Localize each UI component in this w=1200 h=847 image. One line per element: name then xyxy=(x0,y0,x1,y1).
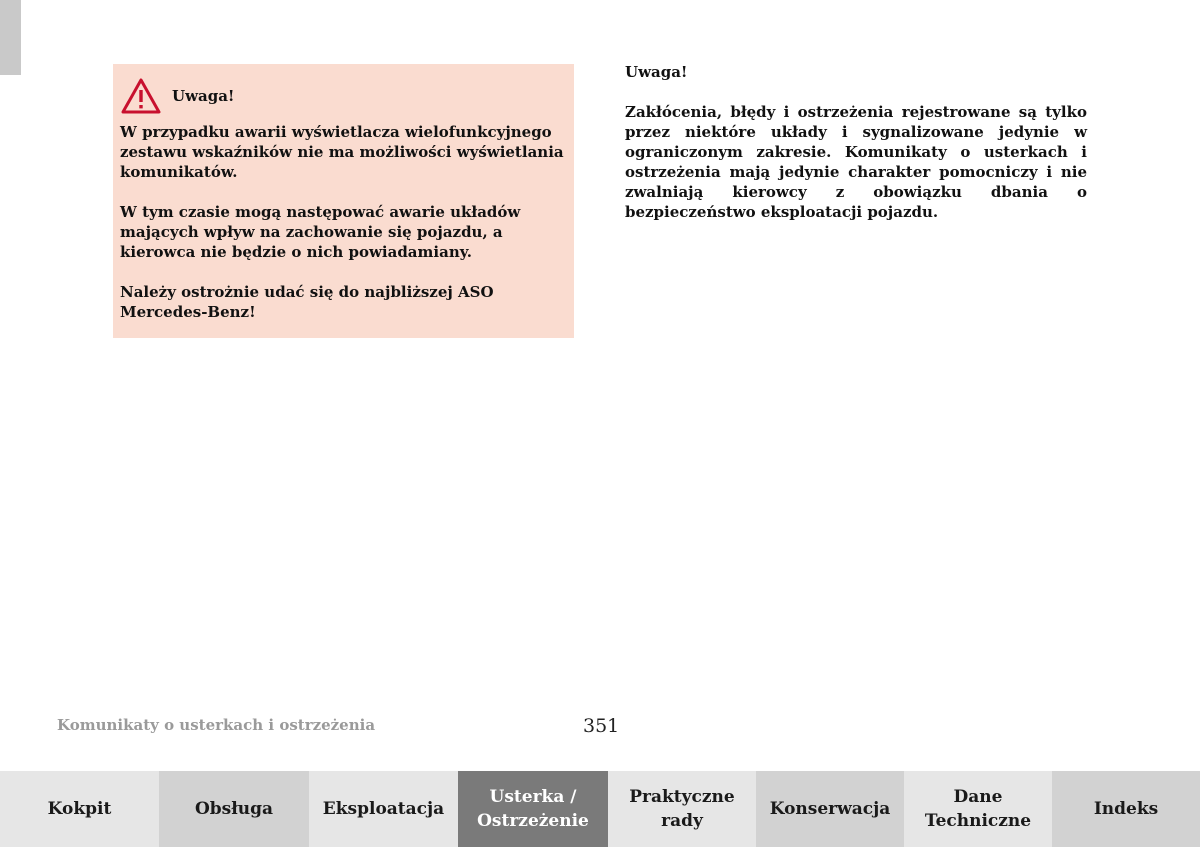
tab-kokpit[interactable] xyxy=(0,771,159,847)
note-paragraph: Zakłócenia, błędy i ostrzeżenia rejestrowane są tylko przez niektóre układy i sygnalizowane jedynie w ograniczonym zakresie. Komunikaty o usterkach i ostrzeżenia mają jedynie charakter pomocniczy i nie zwalniają kierowcy z obowiązku dbania o bezpieczeństwo eksploatacji pojazdu. xyxy=(625,103,1087,221)
tab-label: Indeks xyxy=(1093,799,1159,819)
tab-obsluga[interactable] xyxy=(159,771,309,847)
tab-label: Praktyczne rady xyxy=(629,787,735,831)
warning-paragraph: W przypadku awarii wyświetlacza wielofunkcyjnego zestawu wskaźników nie ma możliwości wyświetlania komunikatów. xyxy=(120,123,564,181)
section-title: Komunikaty o usterkach i ostrzeżenia xyxy=(57,716,376,734)
tab-label: Kokpit xyxy=(47,799,112,819)
note-title: Uwaga! xyxy=(625,63,688,81)
tab-usterka-ostrzezenie[interactable] xyxy=(458,771,608,847)
tab-konserwacja[interactable] xyxy=(756,771,904,847)
tab-eksploatacja[interactable] xyxy=(309,771,458,847)
right-column xyxy=(625,62,1087,222)
tab-praktyczne-rady[interactable] xyxy=(608,771,756,847)
warning-triangle-icon xyxy=(120,77,162,115)
warning-paragraph: Należy ostrożnie udać się do najbliższej ASO Mercedes-Benz! xyxy=(120,283,494,321)
chapter-nav xyxy=(0,771,1200,847)
tab-indeks[interactable] xyxy=(1052,771,1200,847)
tab-dane-techniczne[interactable] xyxy=(904,771,1052,847)
tab-label: Usterka / Ostrzeżenie xyxy=(477,787,589,831)
tab-label: Konserwacja xyxy=(769,799,891,819)
warning-box xyxy=(113,64,574,338)
warning-header xyxy=(120,76,566,116)
warning-paragraph: W tym czasie mogą następować awarie układów mających wpływ na zachowanie się pojazdu, a kierowca nie będzie o nich powiadamiany. xyxy=(120,203,521,261)
warning-title: Uwaga! xyxy=(172,87,235,105)
corner-tab xyxy=(0,0,21,75)
tab-label: Dane Techniczne xyxy=(924,787,1032,831)
page-number: 351 xyxy=(583,715,620,737)
tab-label: Obsługa xyxy=(194,799,274,819)
tab-label: Eksploatacja xyxy=(322,799,445,819)
